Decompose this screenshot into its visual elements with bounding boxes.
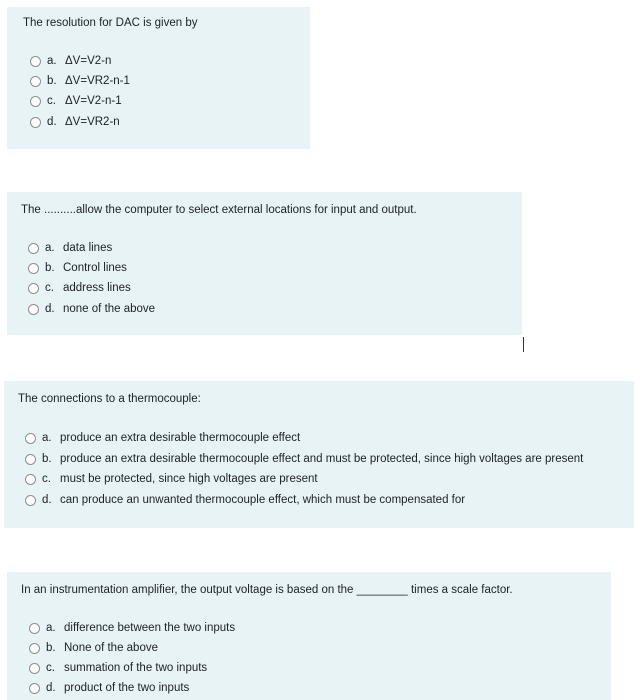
option-letter: d. bbox=[42, 494, 52, 506]
option-letter: a. bbox=[46, 622, 56, 634]
question-text: The ..........allow the computer to select external locations for input and output. bbox=[21, 204, 417, 216]
option-b[interactable] bbox=[29, 640, 158, 656]
option-c[interactable] bbox=[25, 471, 318, 487]
radio-icon[interactable] bbox=[28, 304, 39, 315]
radio-icon[interactable] bbox=[25, 474, 36, 485]
option-a[interactable] bbox=[25, 430, 300, 446]
option-b[interactable] bbox=[25, 451, 583, 467]
radio-icon[interactable] bbox=[29, 663, 40, 674]
option-letter: b. bbox=[47, 75, 57, 87]
radio-icon[interactable] bbox=[30, 76, 41, 87]
option-label: None of the above bbox=[64, 642, 158, 654]
option-label: none of the above bbox=[63, 303, 156, 315]
option-b[interactable] bbox=[28, 260, 127, 276]
option-letter: c. bbox=[47, 95, 56, 107]
option-c[interactable] bbox=[30, 93, 122, 109]
option-letter: a. bbox=[45, 242, 55, 254]
radio-icon[interactable] bbox=[29, 683, 40, 694]
option-d[interactable] bbox=[29, 680, 189, 696]
option-label: ΔV=VR2-n-1 bbox=[65, 75, 130, 87]
option-letter: b. bbox=[45, 262, 55, 274]
option-label: data lines bbox=[63, 242, 113, 254]
option-letter: c. bbox=[45, 282, 54, 294]
option-letter: b. bbox=[46, 642, 56, 654]
option-d[interactable] bbox=[25, 492, 465, 508]
option-label: ΔV=VR2-n bbox=[65, 116, 120, 128]
radio-icon[interactable] bbox=[30, 56, 41, 67]
radio-icon[interactable] bbox=[29, 623, 40, 634]
option-letter: d. bbox=[45, 303, 55, 315]
option-c[interactable] bbox=[28, 280, 131, 296]
option-d[interactable] bbox=[30, 114, 120, 130]
option-label: Control lines bbox=[63, 262, 127, 274]
radio-icon[interactable] bbox=[25, 495, 36, 506]
option-letter: d. bbox=[46, 682, 56, 694]
question-text: In an instrumentation amplifier, the output voltage is based on the ________ times a scale factor. bbox=[21, 584, 513, 596]
text-cursor bbox=[523, 337, 524, 352]
radio-icon[interactable] bbox=[28, 283, 39, 294]
option-letter: c. bbox=[46, 662, 55, 674]
option-label: must be protected, since high voltages are present bbox=[60, 473, 318, 485]
radio-icon[interactable] bbox=[28, 263, 39, 274]
option-label: can produce an unwanted thermocouple effect, which must be compensated for bbox=[60, 494, 466, 506]
option-letter: a. bbox=[42, 432, 52, 444]
option-label: produce an extra desirable thermocouple effect and must be protected, since high voltages are present bbox=[60, 453, 584, 465]
option-letter: b. bbox=[42, 453, 52, 465]
option-b[interactable] bbox=[30, 73, 130, 89]
option-d[interactable] bbox=[28, 301, 155, 317]
option-a[interactable] bbox=[30, 53, 111, 69]
option-letter: a. bbox=[47, 55, 57, 67]
option-letter: d. bbox=[47, 116, 57, 128]
option-label: ΔV=V2-n bbox=[65, 55, 112, 67]
option-label: summation of the two inputs bbox=[64, 662, 208, 674]
option-label: ΔV=V2-n-1 bbox=[65, 95, 122, 107]
radio-icon[interactable] bbox=[30, 96, 41, 107]
radio-icon[interactable] bbox=[25, 433, 36, 444]
option-a[interactable] bbox=[29, 620, 235, 636]
option-label: product of the two inputs bbox=[64, 682, 190, 694]
option-label: produce an extra desirable thermocouple effect bbox=[60, 432, 301, 444]
option-a[interactable] bbox=[28, 240, 112, 256]
radio-icon[interactable] bbox=[28, 243, 39, 254]
question-text: The resolution for DAC is given by bbox=[23, 17, 198, 29]
radio-icon[interactable] bbox=[30, 117, 41, 128]
option-c[interactable] bbox=[29, 660, 207, 676]
question-text: The connections to a thermocouple: bbox=[18, 393, 201, 405]
radio-icon[interactable] bbox=[25, 454, 36, 465]
radio-icon[interactable] bbox=[29, 643, 40, 654]
option-label: address lines bbox=[63, 282, 131, 294]
option-label: difference between the two inputs bbox=[64, 622, 236, 634]
option-letter: c. bbox=[42, 473, 51, 485]
